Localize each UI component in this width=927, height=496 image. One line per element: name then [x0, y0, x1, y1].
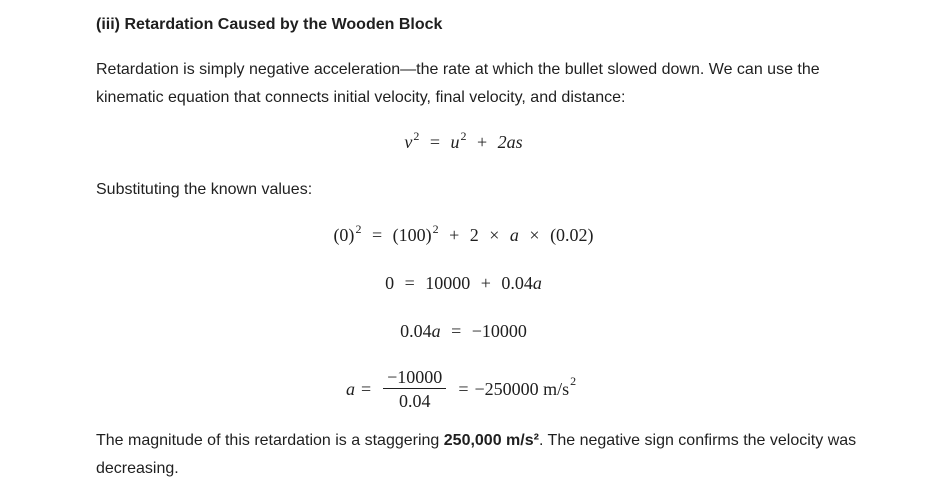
eq4-a: a — [431, 321, 441, 341]
eq1-lhs-exp: 2 — [413, 129, 420, 143]
substituting-label: Substituting the known values: — [96, 181, 313, 198]
eq2-times1: × — [489, 225, 500, 245]
simplified-equation — [0, 271, 927, 295]
eq2-plus: + — [449, 225, 460, 245]
eq1-plus: + — [476, 132, 488, 152]
eq3-a: a — [532, 273, 542, 293]
eq5-unit: m/s — [543, 379, 570, 399]
result-equation — [346, 364, 576, 414]
eq1-rhs-var: u — [450, 132, 460, 152]
eq1-lhs-var: v — [404, 132, 413, 152]
eq2-equals: = — [371, 225, 383, 245]
conclusion-text-1: The magnitude of this retardation is a staggering — [96, 432, 444, 449]
eq5-unit-exp: 2 — [570, 374, 577, 388]
eq2-e1: 2 — [355, 222, 362, 236]
eq2-e2: 2 — [432, 222, 439, 236]
conclusion-bold-value: 250,000 m/s² — [443, 432, 539, 449]
eq5-equals-1: = — [361, 379, 372, 399]
eq5-result: −250000 — [474, 379, 539, 399]
eq5-fraction — [383, 366, 446, 413]
eq5-a: a — [346, 379, 355, 399]
eq3-coef: 0.04 — [501, 273, 533, 293]
eq4-equals: = — [451, 321, 462, 341]
conclusion-text-2: . The negative sign confirms the velocity was decreasing. — [96, 432, 857, 477]
eq3-equals: = — [404, 273, 415, 293]
eq5-denominator: 0.04 — [398, 390, 431, 411]
eq3-constant: 10000 — [425, 273, 471, 293]
eq1-term: 2as — [497, 132, 523, 152]
substitution-equation — [0, 223, 927, 249]
conclusion-paragraph — [96, 427, 886, 483]
eq4-coef: 0.04 — [400, 321, 432, 341]
eq5-equals-2: = — [458, 379, 469, 399]
kinematic-equation — [0, 130, 927, 156]
eq2-p1: (0) — [333, 225, 355, 245]
eq2-p3: (0.02) — [550, 225, 594, 245]
eq2-a: a — [509, 225, 519, 245]
eq1-equals: = — [429, 132, 440, 152]
eq4-rhs: −10000 — [471, 321, 527, 341]
section-heading: (iii) Retardation Caused by the Wooden Block — [96, 16, 443, 33]
eq3-lhs: 0 — [385, 273, 395, 293]
eq1-rhs-exp: 2 — [460, 129, 467, 143]
eq2-two: 2 — [469, 225, 479, 245]
rearranged-equation — [0, 319, 927, 343]
eq3-plus: + — [480, 273, 491, 293]
intro-paragraph: Retardation is simply negative acceleration—the rate at which the bullet slowed down. We can use the kinematic equation that connects initial velocity, final velocity, and distance: — [96, 61, 820, 106]
eq2-times2: × — [529, 225, 540, 245]
eq5-numerator: −10000 — [387, 366, 443, 387]
eq2-p2: (100) — [392, 225, 432, 245]
